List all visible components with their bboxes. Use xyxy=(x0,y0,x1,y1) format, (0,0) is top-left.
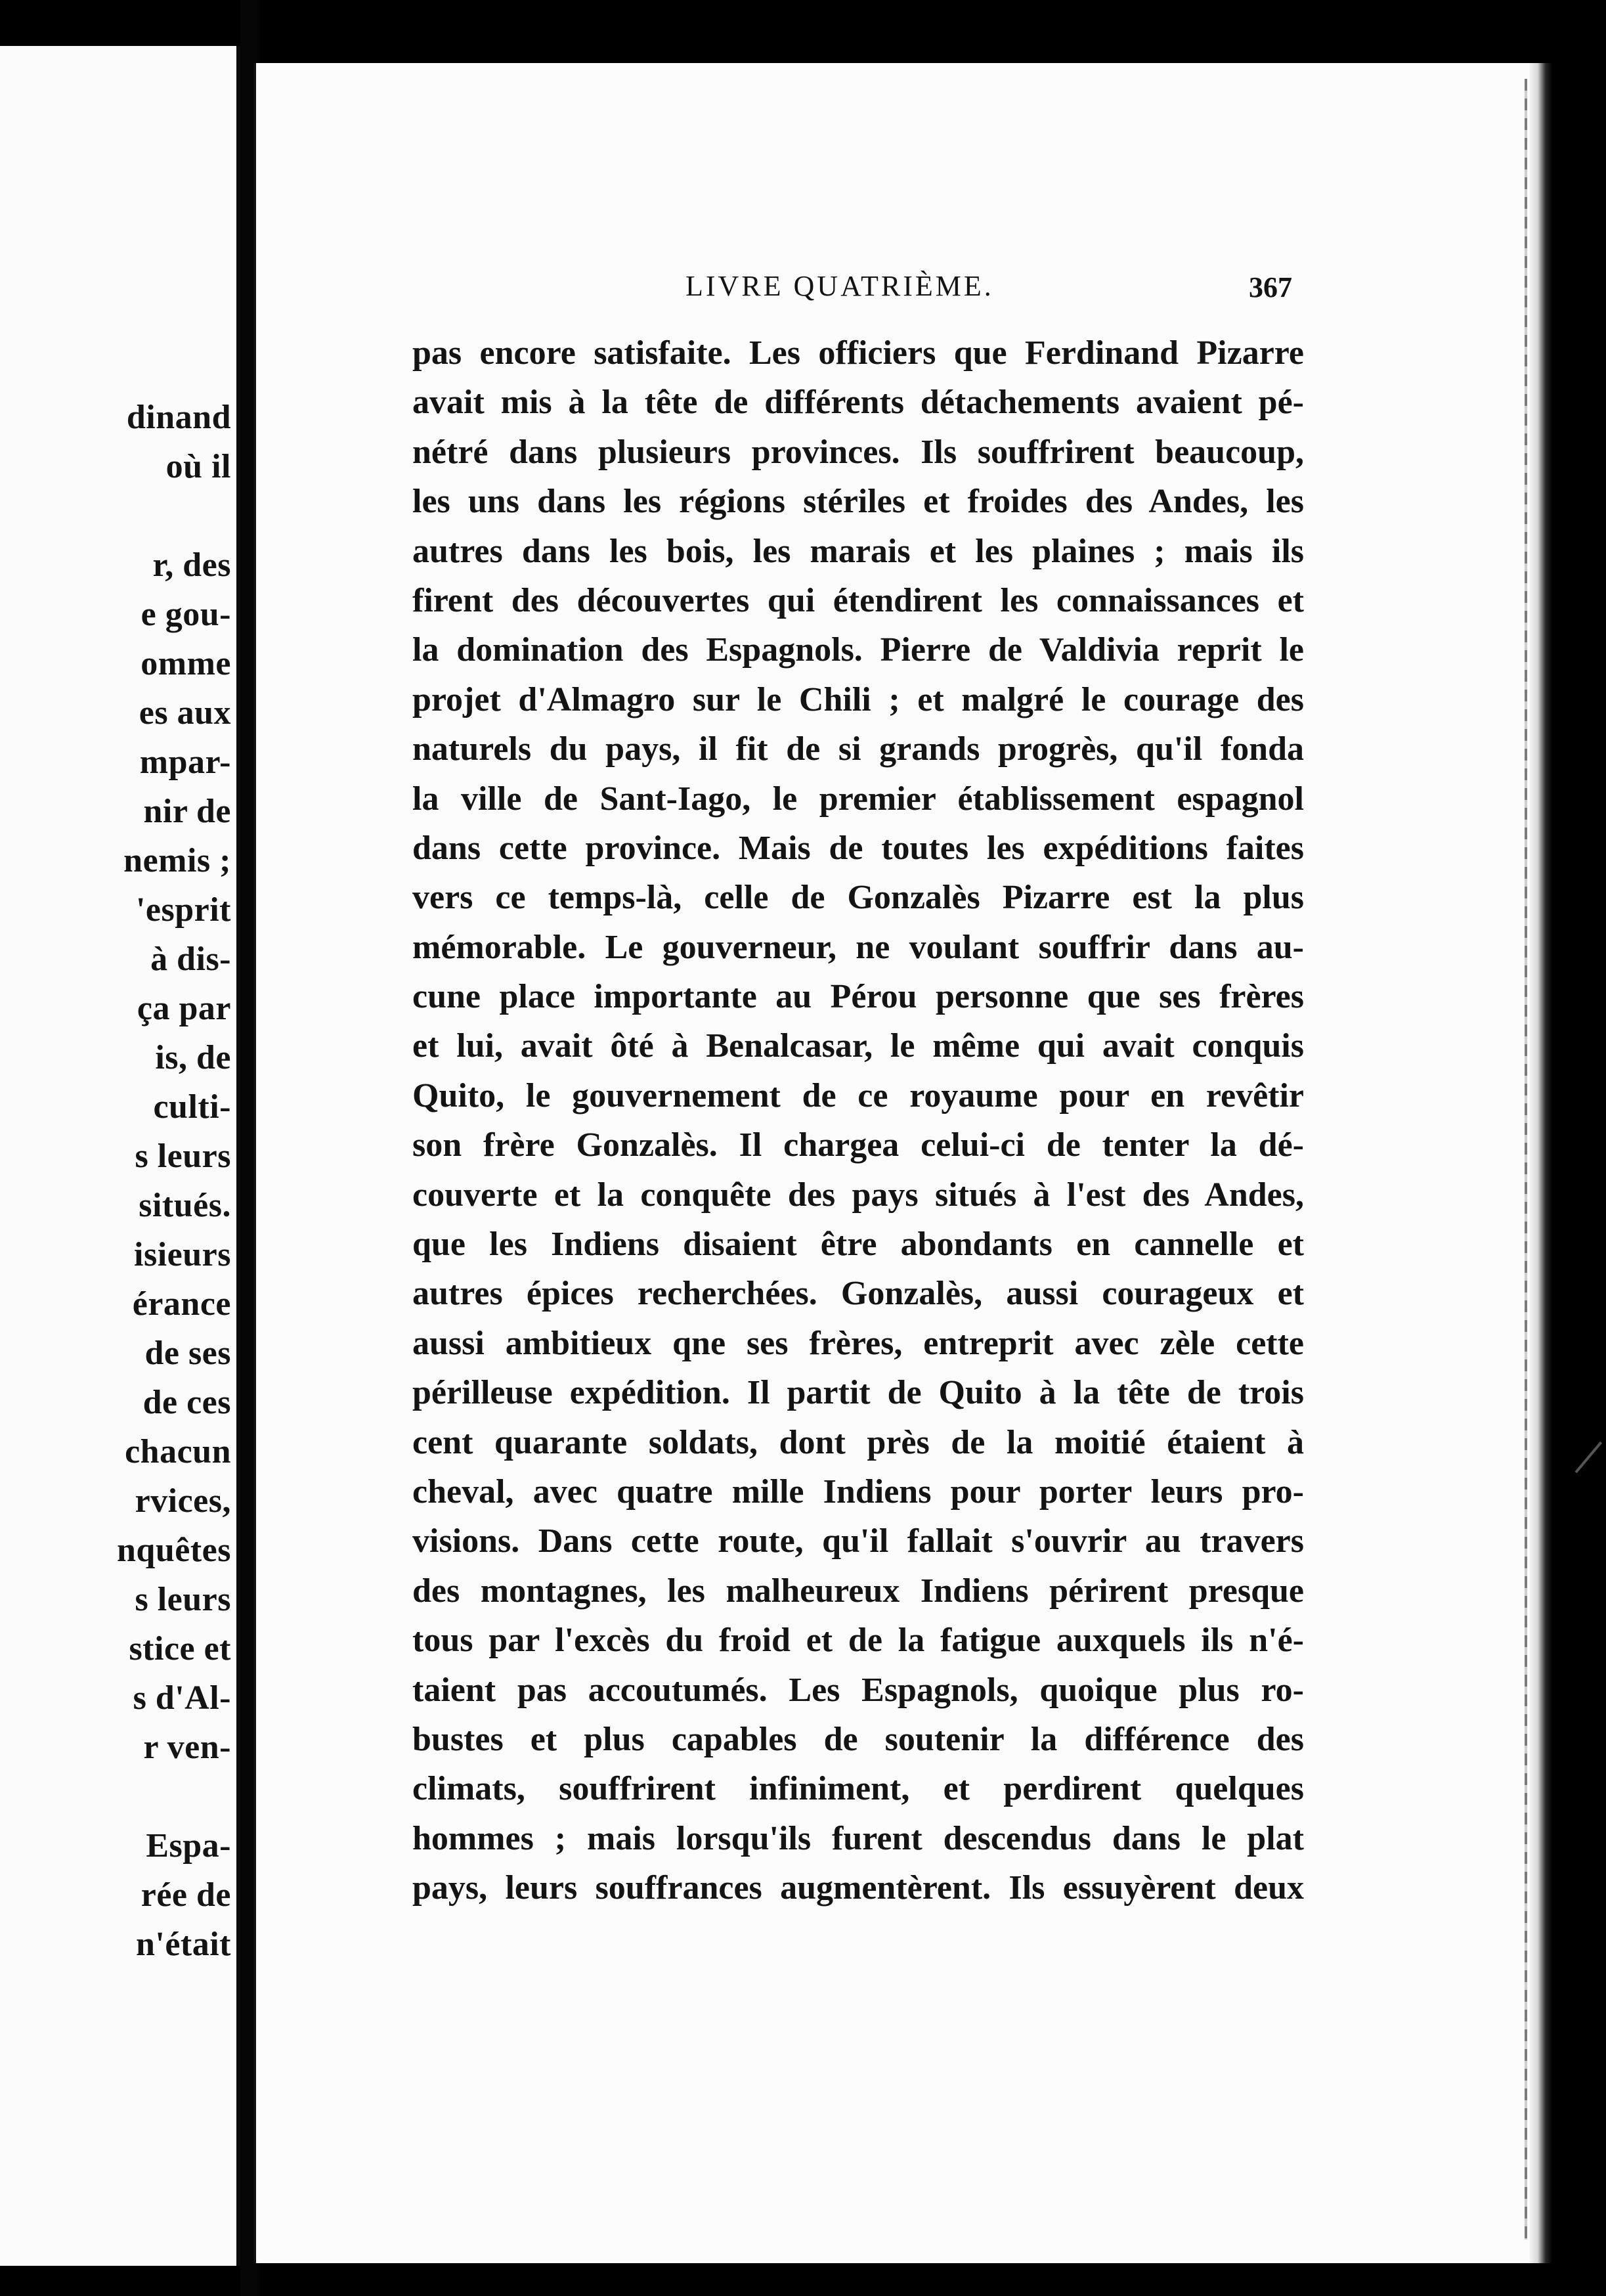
text-line: dans cette province. Mais de toutes les expéditions faites xyxy=(412,829,1304,867)
text-line: la ville de Sant-Iago, le premier établissement espagnol xyxy=(412,780,1304,818)
left-line: situés. xyxy=(139,1187,231,1224)
text-line: bustes et plus capables de soutenir la différence des xyxy=(412,1720,1304,1758)
page-edge xyxy=(1525,79,1527,2240)
left-line: stice et xyxy=(129,1630,231,1667)
text-line: son frère Gonzalès. Il chargea celui-ci de tenter la dé- xyxy=(412,1126,1304,1164)
page-number: 367 xyxy=(1249,271,1292,303)
text-line: les uns dans les régions stériles et froides des Andes, les xyxy=(412,483,1304,521)
left-line: nquêtes xyxy=(117,1532,231,1569)
text-line: autres dans les bois, les marais et les plaines ; mais ils xyxy=(412,532,1304,570)
left-line: n'était xyxy=(135,1926,231,1963)
left-line: à dis- xyxy=(150,940,231,978)
text-line: cune place importante au Pérou personne que ses frères xyxy=(412,978,1304,1016)
left-line: dinand xyxy=(126,399,231,436)
left-line: de ses xyxy=(144,1335,231,1372)
left-line: isieurs xyxy=(134,1236,231,1273)
left-line: chacun xyxy=(125,1433,231,1470)
text-line: vers ce temps-là, celle de Gonzalès Pizarre est la plus xyxy=(412,879,1304,917)
left-line: rée de xyxy=(141,1876,231,1914)
text-line: taient pas accoutumés. Les Espagnols, quoique plus ro- xyxy=(412,1671,1304,1709)
text-line: Quito, le gouvernement de ce royaume pour en revêtir xyxy=(412,1076,1304,1115)
text-line: couverte et la conquête des pays situés à l'est des Andes, xyxy=(412,1176,1304,1214)
left-line: is, de xyxy=(155,1039,231,1076)
text-line: cent quarante soldats, dont près de la moitié étaient à xyxy=(412,1423,1304,1461)
text-line: avait mis à la tête de différents détachements avaient pé- xyxy=(412,384,1304,422)
text-line: hommes ; mais lorsqu'ils furent descendus dans le plat xyxy=(412,1819,1304,1857)
left-line: érance xyxy=(132,1285,231,1323)
running-head: LIVRE QUATRIÈME. xyxy=(685,270,994,302)
text-line: des montagnes, les malheureux Indiens périrent presque xyxy=(412,1572,1304,1610)
left-line: où il xyxy=(165,448,231,485)
text-line: naturels du pays, il fit de si grands progrès, qu'il fonda xyxy=(412,730,1304,768)
left-line: 'esprit xyxy=(135,891,231,929)
text-line: périlleuse expédition. Il partit de Quito à la tête de trois xyxy=(412,1374,1304,1412)
page-edge-shadow xyxy=(1530,63,1552,2263)
text-line: la domination des Espagnols. Pierre de Valdivia reprit le xyxy=(412,631,1304,669)
text-line: nétré dans plusieurs provinces. Ils souffrirent beaucoup, xyxy=(412,433,1304,471)
text-line: pays, leurs souffrances augmentèrent. Ils essuyèrent deux xyxy=(412,1869,1304,1907)
left-line: nemis ; xyxy=(123,842,231,879)
left-line: culti- xyxy=(153,1088,231,1126)
left-line: s leurs xyxy=(135,1137,231,1175)
text-line: projet d'Almagro sur le Chili ; et malgré le courage des xyxy=(412,680,1304,718)
text-line: pas encore satisfaite. Les officiers que Ferdinand Pizarre xyxy=(412,334,1304,372)
body-text xyxy=(412,328,1304,1913)
left-page-text xyxy=(0,393,234,1969)
text-line: et lui, avait ôté à Benalcasar, le même qui avait conquis xyxy=(412,1027,1304,1065)
left-line: mpar- xyxy=(139,743,231,781)
text-line: visions. Dans cette route, qu'il fallait s'ouvrir au travers xyxy=(412,1522,1304,1560)
scan-mark xyxy=(1574,1442,1602,1474)
left-line xyxy=(0,1772,234,1821)
left-page xyxy=(0,46,240,2266)
text-line: aussi ambitieux qne ses frères, entreprit avec zèle cette xyxy=(412,1324,1304,1362)
left-line: r, des xyxy=(152,546,231,584)
text-line: firent des découvertes qui étendirent les connaissances et xyxy=(412,581,1304,619)
text-line: mémorable. Le gouverneur, ne voulant souffrir dans au- xyxy=(412,928,1304,966)
text-line: autres épices recherchées. Gonzalès, aussi courageux et xyxy=(412,1275,1304,1313)
left-line xyxy=(0,491,234,541)
text-line: tous par l'excès du froid et de la fatigue auxquels ils n'é- xyxy=(412,1622,1304,1660)
left-line: s leurs xyxy=(135,1581,231,1618)
left-line: ça par xyxy=(137,990,231,1027)
left-line: Espa- xyxy=(146,1827,231,1865)
left-line: rvices, xyxy=(135,1482,231,1520)
left-line: e gou- xyxy=(141,596,231,633)
left-line: es aux xyxy=(139,694,231,732)
text-line: que les Indiens disaient être abondants en cannelle et xyxy=(412,1225,1304,1264)
text-line: cheval, avec quatre mille Indiens pour porter leurs pro- xyxy=(412,1472,1304,1511)
left-line: omme xyxy=(141,645,231,682)
text-line: climats, souffrirent infiniment, et perdirent quelques xyxy=(412,1770,1304,1808)
left-line: s d'Al- xyxy=(133,1679,231,1717)
left-line: de ces xyxy=(142,1384,231,1421)
left-line: nir de xyxy=(143,793,231,830)
left-line: r ven- xyxy=(143,1729,231,1766)
